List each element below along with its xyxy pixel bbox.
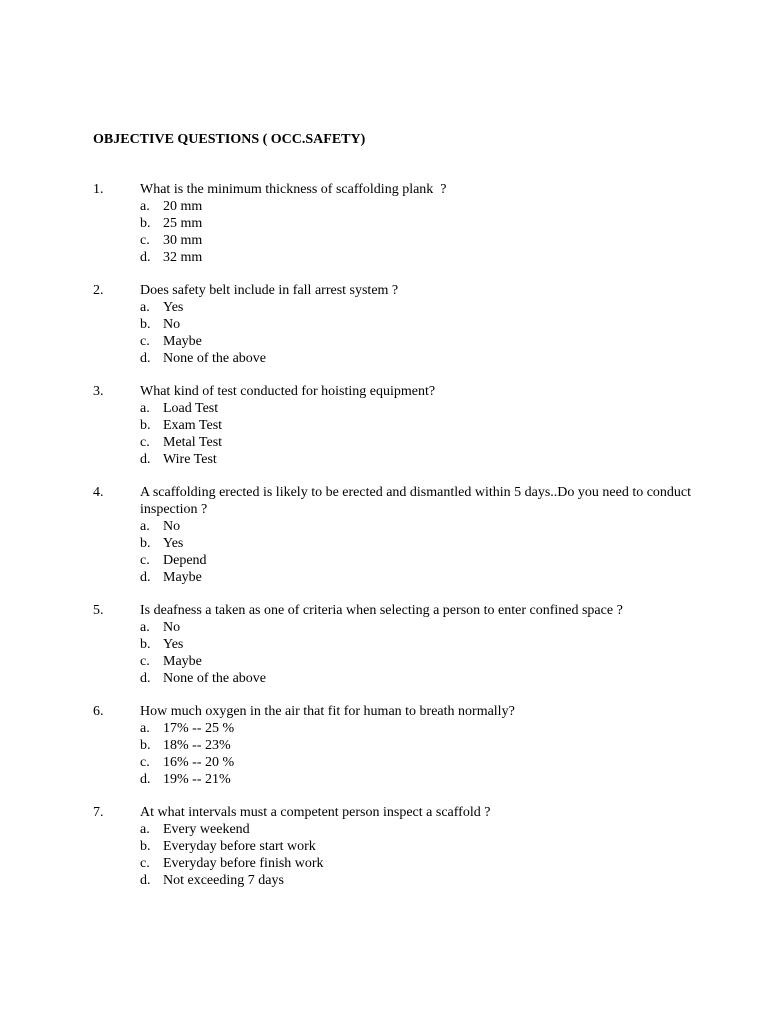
answer-option — [93, 653, 703, 670]
question-number: 5. — [93, 603, 104, 618]
question-item — [93, 282, 703, 367]
answer-option — [93, 872, 703, 889]
option-text: 32 mm — [163, 250, 203, 265]
option-text: None of the above — [163, 671, 267, 686]
option-letter: b. — [140, 637, 151, 652]
option-text: No — [163, 317, 181, 332]
option-text: None of the above — [163, 351, 267, 366]
question-row — [93, 703, 703, 720]
option-letter: d. — [140, 671, 151, 686]
question-number: 7. — [93, 805, 104, 820]
option-letter: d. — [140, 351, 151, 366]
question-number: 4. — [93, 485, 104, 500]
question-text: Does safety belt include in fall arrest system ? — [140, 283, 399, 298]
question-row — [93, 383, 703, 400]
answer-option — [93, 350, 703, 367]
answer-option — [93, 636, 703, 653]
document-title: OBJECTIVE QUESTIONS ( OCC.SAFETY) — [93, 132, 366, 147]
option-text: 25 mm — [163, 216, 203, 231]
question-number: 2. — [93, 283, 104, 298]
option-text: Every weekend — [163, 822, 250, 837]
option-text: Wire Test — [163, 452, 217, 467]
option-text: Not exceeding 7 days — [163, 873, 284, 888]
option-letter: c. — [140, 435, 150, 450]
answer-option — [93, 838, 703, 855]
option-text: Everyday before finish work — [163, 856, 324, 871]
question-item — [93, 181, 703, 266]
answer-option — [93, 771, 703, 788]
question-item — [93, 484, 703, 586]
answer-option — [93, 737, 703, 754]
answer-option — [93, 451, 703, 468]
question-item — [93, 383, 703, 468]
option-list — [93, 619, 703, 687]
option-text: 30 mm — [163, 233, 203, 248]
option-letter: a. — [140, 721, 150, 736]
question-list — [93, 181, 703, 905]
answer-option — [93, 855, 703, 872]
option-text: Load Test — [163, 401, 219, 416]
question-row — [93, 602, 703, 619]
option-letter: a. — [140, 300, 150, 315]
question-text: At what intervals must a competent person inspect a scaffold ? — [140, 805, 491, 820]
option-text: Yes — [163, 300, 184, 315]
option-text: 16% -- 20 % — [163, 755, 235, 770]
answer-option — [93, 754, 703, 771]
option-text: Maybe — [163, 570, 202, 585]
option-letter: b. — [140, 317, 151, 332]
option-letter: a. — [140, 401, 150, 416]
option-letter: d. — [140, 250, 151, 265]
option-letter: d. — [140, 452, 151, 467]
option-letter: b. — [140, 839, 151, 854]
option-list — [93, 518, 703, 586]
question-item — [93, 602, 703, 687]
option-text: Exam Test — [163, 418, 223, 433]
option-letter: b. — [140, 216, 151, 231]
option-letter: b. — [140, 536, 151, 551]
question-text: Is deafness a taken as one of criteria when selecting a person to enter confined space ? — [140, 603, 623, 618]
answer-option — [93, 535, 703, 552]
answer-option — [93, 316, 703, 333]
option-text: Yes — [163, 536, 184, 551]
answer-option — [93, 400, 703, 417]
question-row — [93, 282, 703, 299]
answer-option — [93, 552, 703, 569]
option-text: Maybe — [163, 334, 202, 349]
option-text: No — [163, 519, 181, 534]
answer-option — [93, 518, 703, 535]
answer-option — [93, 417, 703, 434]
option-letter: c. — [140, 233, 150, 248]
question-row — [93, 484, 703, 518]
option-list — [93, 720, 703, 788]
option-text: Metal Test — [163, 435, 223, 450]
option-letter: c. — [140, 755, 150, 770]
option-list — [93, 400, 703, 468]
answer-option — [93, 619, 703, 636]
option-letter: c. — [140, 334, 150, 349]
option-list — [93, 299, 703, 367]
answer-option — [93, 299, 703, 316]
question-number: 3. — [93, 384, 104, 399]
option-text: Depend — [163, 553, 207, 568]
option-list — [93, 198, 703, 266]
answer-option — [93, 198, 703, 215]
option-list — [93, 821, 703, 889]
option-text: 18% -- 23% — [163, 738, 231, 753]
question-item — [93, 703, 703, 788]
question-number: 6. — [93, 704, 104, 719]
answer-option — [93, 249, 703, 266]
answer-option — [93, 215, 703, 232]
question-item — [93, 804, 703, 889]
option-letter: d. — [140, 873, 151, 888]
option-letter: a. — [140, 822, 150, 837]
option-letter: d. — [140, 772, 151, 787]
option-text: No — [163, 620, 181, 635]
answer-option — [93, 333, 703, 350]
answer-option — [93, 232, 703, 249]
option-letter: a. — [140, 620, 150, 635]
option-letter: d. — [140, 570, 151, 585]
question-number: 1. — [93, 182, 104, 197]
answer-option — [93, 434, 703, 451]
option-letter: c. — [140, 654, 150, 669]
answer-option — [93, 670, 703, 687]
question-text: What kind of test conducted for hoisting equipment? — [140, 384, 436, 399]
option-letter: c. — [140, 553, 150, 568]
answer-option — [93, 720, 703, 737]
option-text: Everyday before start work — [163, 839, 316, 854]
option-text: Maybe — [163, 654, 202, 669]
option-letter: b. — [140, 738, 151, 753]
option-text: 20 mm — [163, 199, 203, 214]
option-letter: c. — [140, 856, 150, 871]
question-text: How much oxygen in the air that fit for human to breath normally? — [140, 704, 515, 719]
option-text: 19% -- 21% — [163, 772, 231, 787]
answer-option — [93, 569, 703, 586]
option-letter: b. — [140, 418, 151, 433]
option-text: 17% -- 25 % — [163, 721, 235, 736]
option-letter: a. — [140, 519, 150, 534]
question-text: A scaffolding erected is likely to be erected and dismantled within 5 days..Do you need to conduct inspection ? — [140, 485, 699, 517]
question-row — [93, 181, 703, 198]
option-text: Yes — [163, 637, 184, 652]
answer-option — [93, 821, 703, 838]
option-letter: a. — [140, 199, 150, 214]
question-text: What is the minimum thickness of scaffolding plank ? — [140, 182, 447, 197]
question-row — [93, 804, 703, 821]
